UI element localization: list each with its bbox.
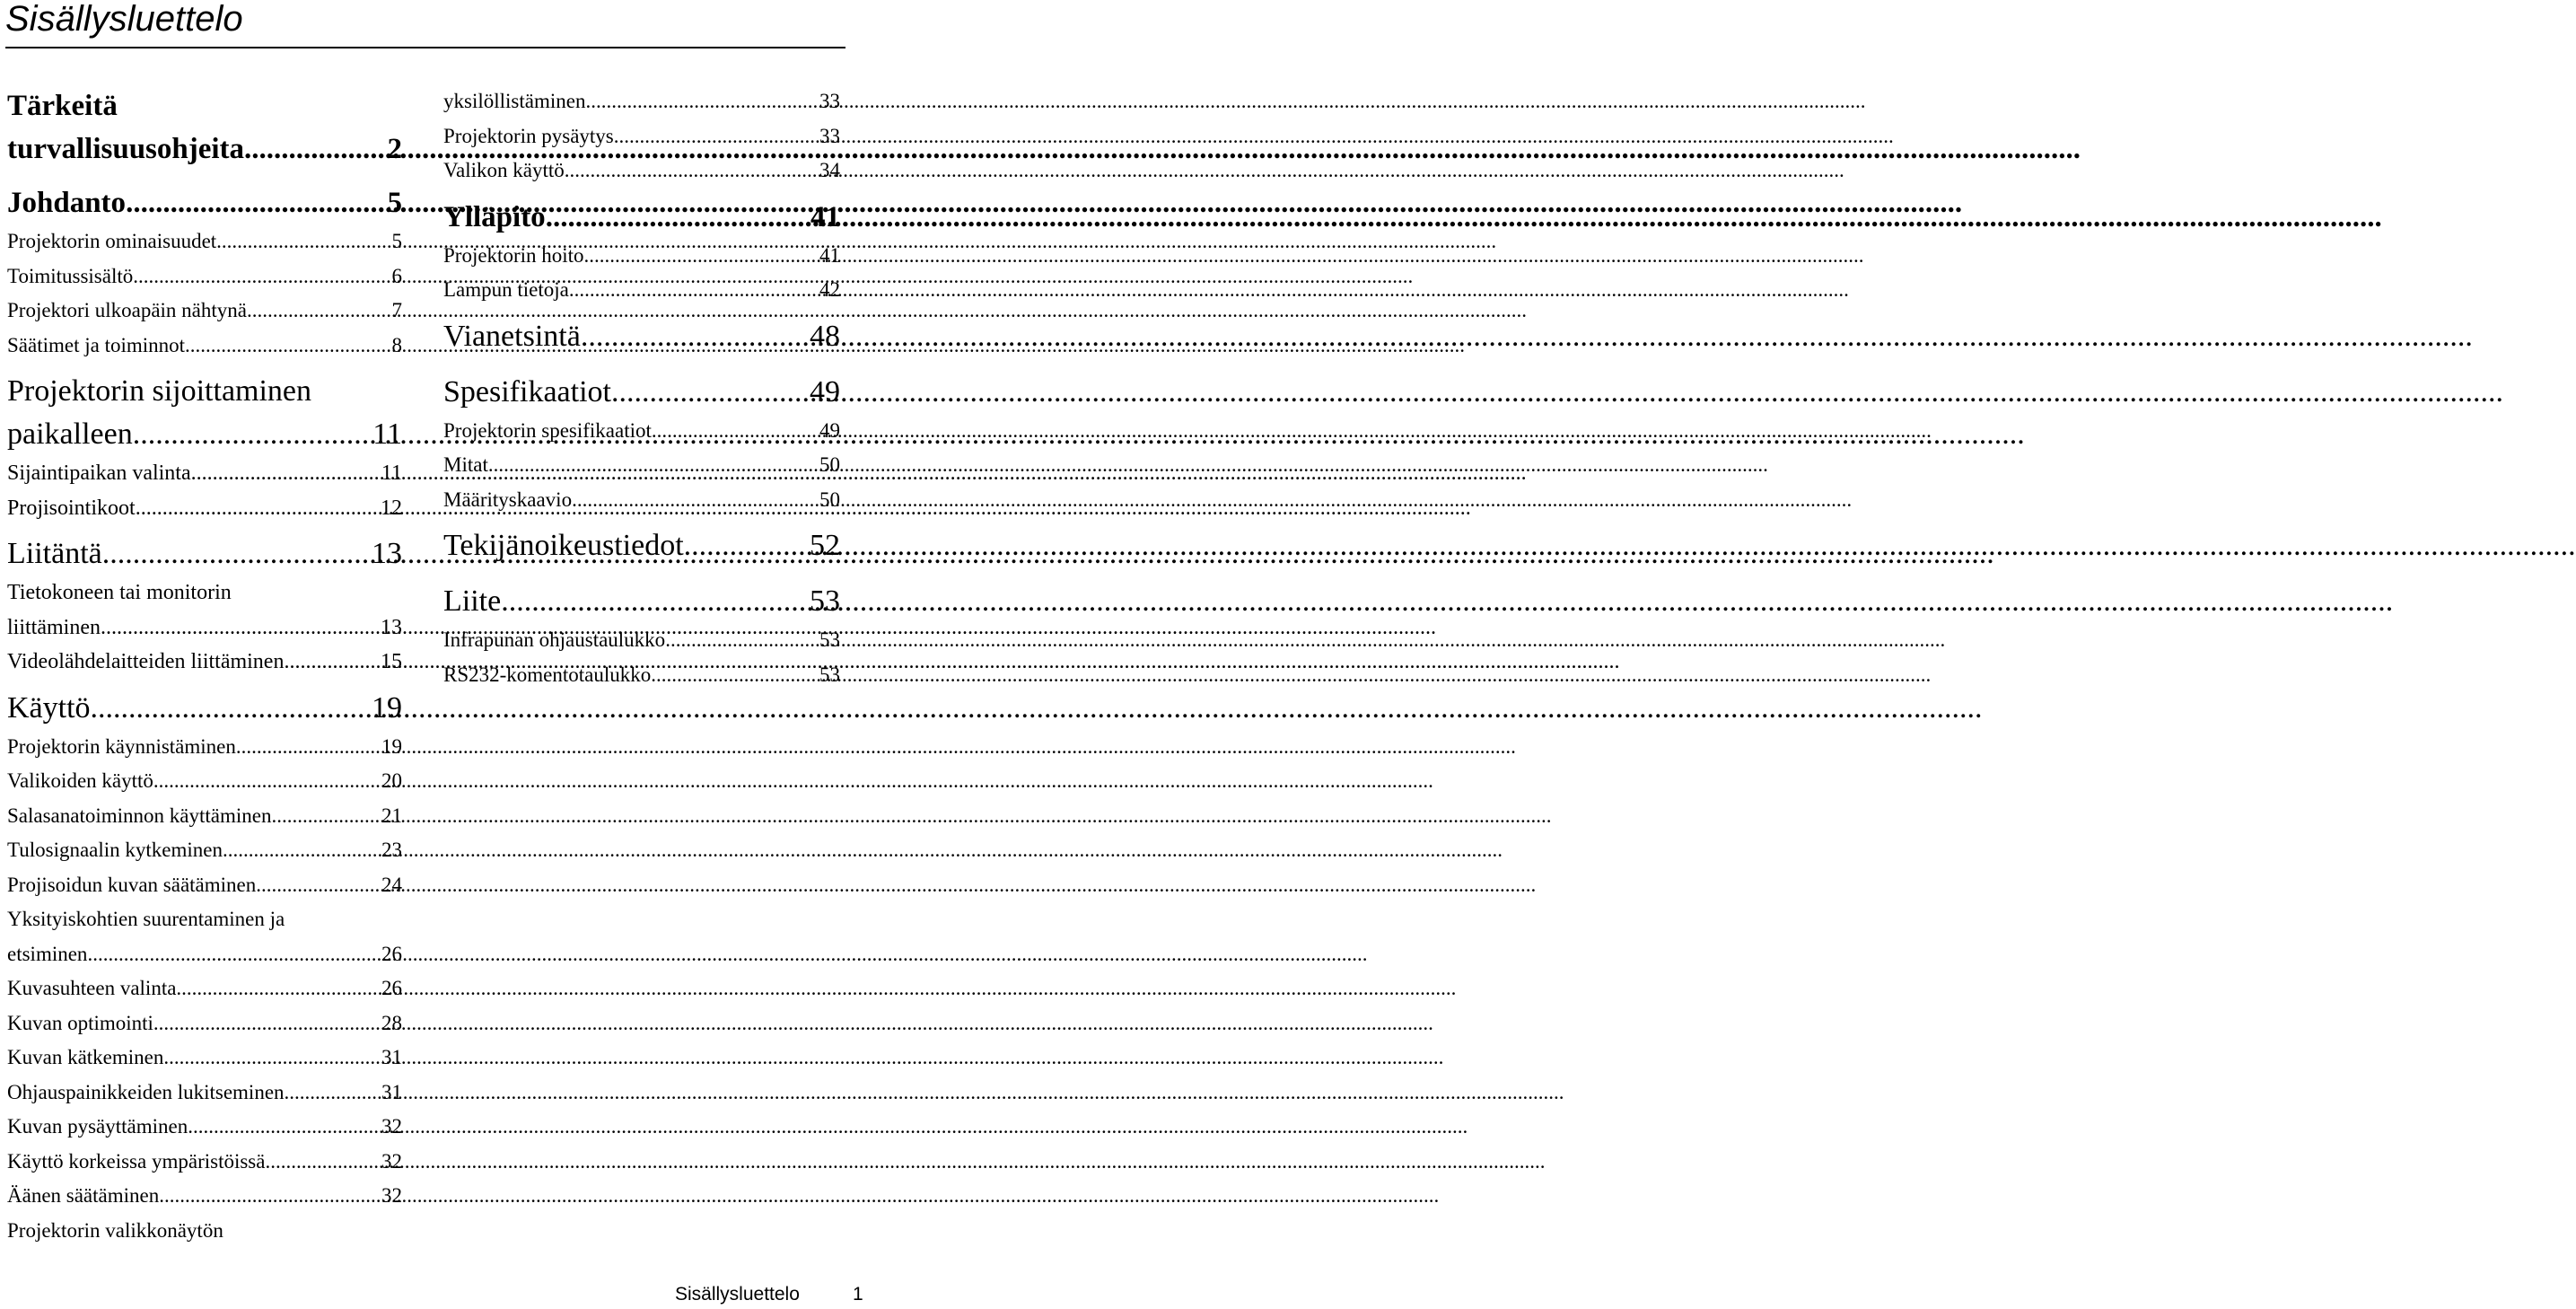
toc-entry-title: Kuvan optimointi [7, 1011, 153, 1034]
toc-page-number: 15 [381, 650, 402, 673]
toc-entry-title: Projisoidun kuvan säätäminen [7, 873, 257, 896]
toc-entry-title: RS232-komentotaulukko [443, 663, 652, 686]
toc-section-title: Liite [443, 584, 502, 618]
toc-page-number: 13 [381, 615, 402, 639]
toc-entry-title: Projektorin spesifikaatiot [443, 418, 652, 442]
leader-dots [611, 371, 810, 414]
toc-page-number: 53 [810, 584, 840, 618]
leader-dots [87, 937, 381, 972]
leader-dots [247, 294, 392, 329]
leader-dots [256, 868, 381, 903]
toc-page-number: 50 [819, 488, 840, 511]
leader-dots [569, 273, 819, 308]
toc-page-number: 5 [391, 230, 402, 252]
toc-entry-title: Kuvasuhteen valinta [7, 977, 177, 999]
toc-section-title: turvallisuusohjeita [7, 133, 245, 165]
toc-entry[interactable] [7, 971, 402, 1006]
toc-entry[interactable] [7, 1041, 402, 1076]
leader-dots [614, 119, 819, 154]
leader-dots [581, 315, 810, 358]
toc-page-number: 32 [381, 1184, 402, 1207]
toc-entry-title: Projisointikoot [7, 496, 136, 520]
toc-page-number: 41 [810, 200, 840, 233]
leader-dots [176, 971, 381, 1006]
toc-right-column [443, 84, 840, 692]
leader-dots [488, 448, 819, 483]
toc-page-number: 42 [819, 278, 840, 301]
toc-page-number: 49 [819, 418, 840, 442]
leader-dots [584, 239, 819, 274]
leader-dots [684, 524, 810, 567]
toc-page-number: 53 [819, 663, 840, 686]
leader-dots [565, 154, 819, 189]
toc-page-number: 26 [381, 977, 402, 999]
toc-page-number: 32 [381, 1149, 402, 1173]
toc-page-number: 28 [381, 1011, 402, 1034]
toc-page-number: 23 [381, 839, 402, 861]
leader-dots [126, 181, 387, 224]
toc-page-number: 6 [391, 264, 402, 287]
toc-entry-title: Salasanatoiminnon käyttäminen [7, 804, 272, 827]
toc-entry-title: Yksityiskohtien suurentaminen ja [7, 908, 285, 930]
toc-section-entry[interactable] [7, 127, 402, 171]
toc-page-number: 13 [372, 537, 402, 570]
toc-entry-title: Kuvan pysäyttäminen [7, 1115, 188, 1138]
toc-entry-title: Projektorin hoito [443, 243, 584, 267]
toc-entry-title: etsiminen [7, 942, 88, 965]
toc-entry[interactable] [7, 491, 402, 526]
leader-dots [546, 196, 810, 239]
toc-entry[interactable] [7, 456, 402, 491]
leader-dots [102, 532, 372, 575]
toc-section-title: Projektorin sijoittaminen [7, 374, 312, 408]
leader-dots [159, 1179, 381, 1214]
toc-section-title: Vianetsintä [443, 319, 581, 353]
toc-entry[interactable] [7, 1145, 402, 1180]
toc-page-number: 5 [387, 187, 402, 219]
leader-dots [284, 645, 381, 680]
leader-dots [501, 580, 810, 623]
toc-entry-title: Käyttö korkeissa ympäristöissä [7, 1149, 266, 1173]
leader-dots [216, 224, 391, 259]
toc-section-title: Liitäntä [7, 537, 102, 570]
leader-dots [652, 414, 819, 449]
toc-entry-title: Kuvan kätkeminen [7, 1046, 164, 1068]
toc-entry-title: Toimitussisältö [7, 264, 134, 287]
toc-entry-title: Mitat [443, 453, 488, 476]
toc-entry-title: Projektorin ominaisuudet [7, 230, 217, 252]
leader-dots [271, 799, 381, 834]
title-rule [5, 47, 846, 48]
toc-entry[interactable] [443, 273, 840, 308]
toc-entry[interactable] [443, 239, 840, 274]
toc-entry[interactable] [443, 658, 840, 693]
toc-page-number: 26 [381, 942, 402, 965]
toc-entry[interactable] [7, 224, 402, 259]
toc-page-number: 20 [381, 769, 402, 792]
toc-page-number: 2 [387, 133, 402, 165]
toc-entry-title: Projektorin valikkonäytön [7, 1218, 223, 1242]
toc-entry[interactable] [443, 119, 840, 154]
toc-section-title: Tärkeitä [7, 90, 118, 122]
page-title: Sisällysluettelo [5, 0, 243, 39]
toc-entry[interactable] [443, 483, 840, 518]
toc-entry-title: Tulosignaalin kytkeminen [7, 839, 223, 861]
toc-entry[interactable] [7, 799, 402, 834]
toc-page-number: 50 [819, 453, 840, 476]
leader-dots [244, 127, 387, 171]
leader-dots [665, 623, 819, 658]
toc-section-entry[interactable] [7, 181, 402, 224]
leader-dots [572, 483, 819, 518]
toc-page-number: 34 [819, 159, 840, 181]
footer-page-number: 1 [853, 1284, 863, 1305]
toc-page-number: 49 [810, 374, 840, 409]
leader-dots [191, 456, 381, 491]
leader-dots [188, 1110, 381, 1145]
toc-page-number: 11 [381, 461, 402, 485]
toc-entry[interactable] [7, 611, 402, 646]
toc-page-number: 24 [381, 873, 402, 896]
toc-page-number: 41 [819, 243, 840, 267]
leader-dots [223, 833, 381, 868]
toc-entry[interactable] [7, 937, 402, 972]
toc-section-entry[interactable] [7, 413, 402, 456]
toc-entry-title: Valikon käyttö [443, 159, 565, 181]
toc-entry[interactable] [7, 1076, 402, 1111]
toc-page-number: 33 [819, 90, 840, 112]
toc-page-number: 32 [381, 1115, 402, 1138]
toc-section-entry[interactable] [7, 532, 402, 575]
toc-entry-title: Tietokoneen tai monitorin [7, 581, 232, 604]
leader-dots [153, 1006, 381, 1041]
leader-dots [651, 658, 819, 693]
toc-entry[interactable] [7, 645, 402, 680]
toc-page-number: 7 [391, 299, 402, 321]
toc-entry-title: liittäminen [7, 615, 101, 639]
toc-section-title: Johdanto [7, 187, 127, 219]
toc-entry[interactable] [7, 329, 402, 364]
toc-entry-title: Projektorin käynnistäminen [7, 734, 236, 758]
toc-entry[interactable] [7, 730, 402, 765]
toc-entry-title: yksilöllistäminen [443, 90, 586, 112]
toc-entry-title: Projektorin pysäytys [443, 124, 614, 147]
toc-entry-title: Infrapunan ohjaustaulukko [443, 628, 666, 651]
leader-dots [236, 730, 381, 765]
toc-entry[interactable] [7, 1110, 402, 1145]
toc-section-entry[interactable] [443, 580, 840, 623]
toc-entry[interactable] [443, 623, 840, 658]
leader-dots [163, 1041, 381, 1076]
toc-page-number: 31 [381, 1046, 402, 1068]
toc-entry[interactable] [443, 414, 840, 449]
leader-dots [91, 687, 372, 730]
toc-section-title: paikalleen [7, 417, 133, 451]
toc-page-number: 33 [819, 124, 840, 147]
toc-entry[interactable] [7, 294, 402, 329]
toc-page-number: 21 [381, 804, 402, 827]
toc-page-number: 52 [810, 529, 840, 562]
leader-dots [285, 1076, 381, 1111]
toc-entry[interactable] [7, 259, 402, 294]
toc-entry-title: Ohjauspainikkeiden lukitseminen [7, 1080, 285, 1103]
toc-entry-title: Sijaintipaikan valinta [7, 461, 191, 485]
toc-page-number: 31 [381, 1080, 402, 1103]
leader-dots [265, 1145, 381, 1180]
toc-entry[interactable] [7, 833, 402, 868]
toc-section-entry[interactable] [443, 371, 840, 414]
toc-entry-title: Määrityskaavio [443, 488, 573, 511]
leader-dots [133, 413, 373, 456]
toc-page-number: 12 [381, 496, 402, 520]
toc-entry[interactable] [443, 154, 840, 189]
footer-label: Sisällysluettelo [675, 1284, 800, 1305]
toc-page-number: 11 [372, 417, 402, 451]
toc-entry[interactable] [7, 1006, 402, 1041]
toc-page-number: 8 [391, 333, 402, 356]
toc-section-title: Spesifikaatiot [443, 374, 611, 409]
toc-entry[interactable] [7, 764, 402, 799]
toc-section-entry[interactable] [443, 315, 840, 358]
toc-left-column [7, 84, 402, 1248]
toc-section-title: Ylläpito [443, 200, 546, 233]
leader-dots [101, 611, 381, 646]
toc-page-number: 53 [819, 628, 840, 651]
leader-dots [185, 329, 391, 364]
toc-entry-title: Säätimet ja toiminnot [7, 333, 186, 356]
toc-entry-title: Videolähdelaitteiden liittäminen [7, 650, 285, 673]
leader-dots [585, 84, 819, 119]
leader-dots [136, 491, 381, 526]
toc-entry-title: Äänen säätäminen [7, 1184, 160, 1207]
toc-entry[interactable] [443, 84, 840, 119]
leader-dots [133, 259, 391, 294]
toc-entry-title: Valikoiden käyttö [7, 769, 153, 792]
leader-dots [153, 764, 381, 799]
toc-entry-title: Lampun tietoja [443, 278, 569, 301]
toc-entry[interactable] [7, 1179, 402, 1214]
toc-section-title: Tekijänoikeustiedot [443, 529, 684, 562]
toc-entry-title: Projektori ulkoapäin nähtynä [7, 299, 247, 321]
toc-section-entry[interactable] [443, 524, 840, 567]
toc-section-title: Käyttö [7, 690, 91, 725]
toc-page-number: 19 [381, 734, 402, 758]
toc-page-number: 48 [810, 319, 840, 353]
toc-page-number: 19 [372, 690, 402, 725]
toc-section-entry[interactable] [7, 687, 402, 730]
toc-entry[interactable] [443, 448, 840, 483]
toc-section-entry[interactable] [443, 196, 840, 239]
toc-entry[interactable] [7, 868, 402, 903]
